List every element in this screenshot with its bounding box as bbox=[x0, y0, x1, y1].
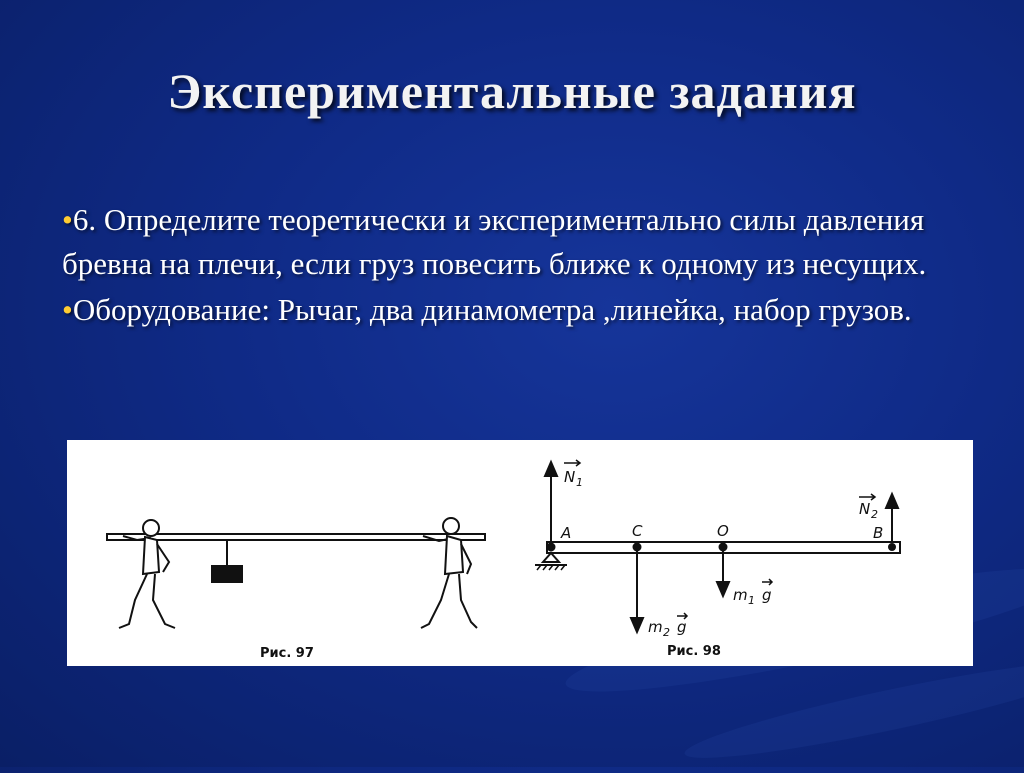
label-m1g: m bbox=[733, 586, 748, 604]
label-m1g-g: g bbox=[762, 586, 772, 604]
m1g-vector-bar bbox=[762, 579, 772, 585]
label-a: A bbox=[561, 524, 572, 542]
point-a bbox=[548, 544, 555, 551]
label-n1-sub: 1 bbox=[576, 476, 583, 489]
label-m2g-sub: 2 bbox=[663, 626, 670, 639]
log-carry-drawing bbox=[107, 518, 485, 628]
load-weight bbox=[212, 566, 242, 582]
label-m2g-g: g bbox=[677, 618, 687, 636]
bullet-task bbox=[62, 198, 942, 286]
bullet-equipment-text: Оборудование: Рычаг, два динамометра ,линейка, набор грузов. bbox=[72, 292, 912, 327]
figure-illustration bbox=[67, 440, 973, 666]
label-b: B bbox=[873, 524, 884, 542]
m2g-arrowhead bbox=[631, 618, 643, 632]
caption-fig-97: Рис. 97 bbox=[260, 646, 314, 661]
label-c: C bbox=[632, 522, 643, 540]
figure-panel bbox=[67, 440, 973, 666]
bullet-equipment bbox=[62, 288, 942, 332]
bullet-task-text: 6. Определите теоретически и экспериментально силы давления бревна на плечи, если груз повесить ближе к одному из несущих. bbox=[62, 202, 927, 281]
label-n2-sub: 2 bbox=[871, 508, 878, 521]
bullet-marker: • bbox=[62, 292, 73, 327]
n1-arrowhead bbox=[545, 462, 557, 476]
label-n1: N bbox=[564, 468, 576, 486]
n2-arrowhead bbox=[886, 494, 898, 508]
point-o bbox=[720, 544, 727, 551]
slide-body bbox=[62, 198, 942, 334]
pivot-support bbox=[543, 553, 559, 562]
n1-vector-bar bbox=[564, 460, 580, 466]
caption-fig-98: Рис. 98 bbox=[667, 644, 721, 659]
slide-title: Экспериментальные задания bbox=[167, 63, 857, 119]
point-c bbox=[634, 544, 641, 551]
label-n2: N bbox=[859, 500, 871, 518]
label-o: O bbox=[717, 522, 729, 540]
bullet-marker: • bbox=[62, 202, 73, 237]
label-m2g: m bbox=[648, 618, 663, 636]
m1g-arrowhead bbox=[717, 582, 729, 596]
point-b bbox=[889, 544, 895, 550]
label-m1g-sub: 1 bbox=[748, 594, 755, 607]
lever-diagram bbox=[535, 460, 900, 632]
